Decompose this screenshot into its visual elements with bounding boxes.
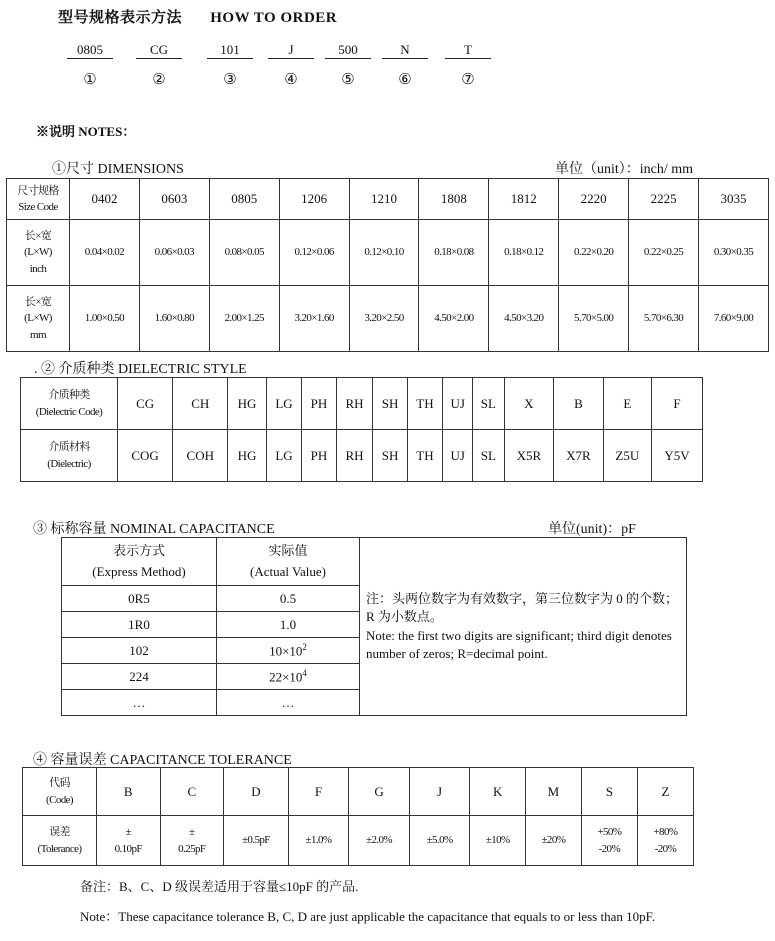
dim-label-line: 长×宽	[24, 229, 52, 242]
order-code-marker: ④	[284, 72, 298, 88]
dielectric-materials-cell: Z5U	[603, 430, 651, 482]
dim-mm-cell: 5.70×5.00	[559, 286, 629, 352]
order-code-part: T	[445, 42, 491, 59]
tolerance-value-line: +80%	[653, 826, 678, 838]
size-code-cell: 3035	[699, 179, 769, 220]
dielectric-codes-cell: B	[554, 378, 604, 430]
size-code-cell: 2220	[559, 179, 629, 220]
order-code-marker: ⑥	[398, 72, 412, 88]
tolerance-value-line: -20%	[598, 842, 621, 855]
dielectric-materials-cell: SH	[373, 430, 407, 482]
dim-mm-cell: 4.50×2.00	[419, 286, 489, 352]
tolerance-value-cell	[637, 816, 693, 866]
dielectric-codes-cell: CH	[173, 378, 228, 430]
tolerance-value-cell	[581, 816, 637, 866]
dim-inch-cell: 0.18×0.08	[419, 220, 489, 286]
dimensions-heading: ①尺寸 DIMENSIONS	[52, 162, 184, 177]
title-en: HOW TO ORDER	[210, 10, 338, 26]
dim-label-line: mm	[30, 328, 46, 341]
tolerance-value-cell	[160, 816, 224, 866]
tolerance-value-cell	[349, 816, 410, 866]
size-code-cell: 1210	[349, 179, 419, 220]
order-code-marker: ②	[152, 72, 166, 88]
actual-value-cell	[217, 638, 360, 664]
order-code-part: N	[382, 42, 428, 59]
tolerance-value-label-line: (Tolerance)	[37, 842, 82, 855]
dielectric-materials-cell: PH	[302, 430, 336, 482]
actual-value-cell	[217, 612, 360, 638]
actual-value-header	[217, 538, 360, 586]
express-method-header-line: (Express Method)	[92, 563, 186, 579]
dielectric-materials-cell: HG	[228, 430, 266, 482]
tolerance-value-label-line: 误差	[49, 826, 70, 838]
tolerance-value-line: 0.25pF	[178, 842, 206, 855]
actual-value-text: 0.5	[279, 590, 297, 606]
tolerance-code-label-line: 代码	[49, 777, 70, 789]
dielectric-codes-label	[21, 378, 118, 430]
dim-inch-cell: 0.22×0.20	[559, 220, 629, 286]
express-method-cell: 1R0	[62, 612, 217, 638]
dielectric-heading: . ② 介质种类 DIELECTRIC STYLE	[34, 362, 247, 377]
tolerance-code-cell: G	[349, 768, 410, 816]
footnote-cn: 备注：B、C、D 级误差适用于容量≤10pF 的产品.	[80, 879, 359, 894]
capacitance-note-en: Note: the first two digits are significant; third digit denotes number of zeros; R=decimal point.	[366, 627, 672, 661]
capacitance-note	[360, 538, 687, 716]
dim-mm-cell: 1.60×0.80	[139, 286, 209, 352]
tolerance-value-line: ±5.0%	[426, 834, 453, 847]
tolerance-code-cell: K	[470, 768, 526, 816]
tolerance-value-line: +50%	[597, 826, 622, 838]
order-code-part: CG	[136, 42, 182, 59]
size-code-cell: 1206	[279, 179, 349, 220]
dim-mm-cell: 3.20×1.60	[279, 286, 349, 352]
dim-inch-cell: 0.12×0.10	[349, 220, 419, 286]
tolerance-value-line: -20%	[654, 842, 677, 855]
actual-value-header-line: 实际值	[268, 542, 308, 558]
actual-value-text: 22×10	[269, 669, 303, 685]
tolerance-value-line: ±10%	[485, 834, 510, 847]
tolerance-code-label	[23, 768, 97, 816]
tolerance-code-cell: C	[160, 768, 224, 816]
actual-value-text: …	[281, 694, 295, 710]
dim-inch-cell: 0.18×0.12	[489, 220, 559, 286]
order-code-part: J	[268, 42, 314, 59]
size-code-label	[7, 179, 70, 220]
express-method-cell: 102	[62, 638, 217, 664]
dim-mm-cell: 7.60×9.00	[699, 286, 769, 352]
dielectric-codes-cell: UJ	[443, 378, 473, 430]
title-cn: 型号规格表示方法	[58, 10, 183, 26]
order-code-part: 0805	[67, 42, 113, 59]
dielectric-codes-cell: PH	[302, 378, 336, 430]
order-code-marker: ⑦	[461, 72, 475, 88]
dim-inch-cell: 0.22×0.25	[629, 220, 699, 286]
dim-inch-cell: 0.30×0.35	[699, 220, 769, 286]
dim-mm-cell: 1.00×0.50	[70, 286, 140, 352]
tolerance-value-line: ±20%	[541, 834, 566, 847]
dim-mm-cell: 4.50×3.20	[489, 286, 559, 352]
dielectric-materials-cell: RH	[336, 430, 373, 482]
tolerance-code-cell: F	[288, 768, 349, 816]
dielectric-materials-cell: TH	[407, 430, 443, 482]
dielectric-codes-cell: SL	[473, 378, 504, 430]
dielectric-codes-cell: E	[603, 378, 651, 430]
tolerance-value-line: ±0.5pF	[241, 834, 270, 847]
dielectric-label-line: 介质材料	[48, 441, 90, 453]
dimensions-unit: 单位（unit）：inch/ mm	[555, 162, 694, 177]
tolerance-value-cell	[409, 816, 470, 866]
dim-inch-cell: 0.08×0.05	[209, 220, 279, 286]
dielectric-codes-cell: F	[651, 378, 702, 430]
actual-value-exponent: 2	[302, 642, 307, 653]
capacitance-unit: 单位(unit)：pF	[548, 522, 636, 537]
dielectric-table	[20, 377, 703, 482]
tolerance-value-cell	[288, 816, 349, 866]
dim-label-line: 长×宽	[24, 295, 52, 308]
actual-value-text: 10×10	[269, 643, 303, 659]
size-code-cell: 0402	[70, 179, 140, 220]
size-code-label-line: Size Code	[18, 201, 58, 213]
size-code-cell: 0805	[209, 179, 279, 220]
dim-label-line: (L×W)	[24, 312, 52, 325]
actual-value-cell	[217, 664, 360, 690]
dim-label-line: (L×W)	[24, 246, 52, 259]
tolerance-value-line: ±	[189, 826, 195, 838]
capacitance-heading: ③ 标称容量 NOMINAL CAPACITANCE	[33, 522, 275, 537]
dielectric-codes-cell: TH	[407, 378, 443, 430]
dim-inch-cell: 0.12×0.06	[279, 220, 349, 286]
size-code-cell: 1812	[489, 179, 559, 220]
dielectric-codes-cell: LG	[266, 378, 302, 430]
size-code-cell: 1808	[419, 179, 489, 220]
dielectric-materials-cell: COH	[173, 430, 228, 482]
tolerance-heading: ④ 容量误差 CAPACITANCE TOLERANCE	[33, 753, 292, 768]
page-title	[58, 6, 337, 27]
notes-heading: ※说明 NOTES：	[36, 124, 136, 139]
dielectric-materials-cell: LG	[266, 430, 302, 482]
size-code-label-line: 尺寸规格	[17, 184, 59, 197]
tolerance-value-line: ±	[125, 826, 131, 838]
dielectric-label-line: (Dielectric)	[47, 457, 91, 470]
tolerance-code-cell: M	[526, 768, 582, 816]
dim-inch-cell: 0.06×0.03	[139, 220, 209, 286]
dielectric-codes-cell: CG	[118, 378, 173, 430]
dielectric-materials-cell: X7R	[554, 430, 604, 482]
express-method-header-line: 表示方式	[112, 542, 165, 558]
footnote-en: Note：These capacitance tolerance B, C, D are just applicable the capacitance that equals to or less than 10pF.	[80, 909, 656, 924]
tolerance-value-line: 0.10pF	[114, 842, 142, 855]
tolerance-value-line: ±1.0%	[305, 834, 332, 847]
dielectric-label-line: 介质种类	[48, 389, 90, 401]
tolerance-code-cell: D	[224, 768, 289, 816]
actual-value-cell	[217, 690, 360, 716]
tolerance-value-cell	[224, 816, 289, 866]
order-code-part: 101	[207, 42, 253, 59]
size-code-cell: 0603	[139, 179, 209, 220]
dim-inch-cell: 0.04×0.02	[70, 220, 140, 286]
dielectric-label-line: (Dielectric Code)	[35, 405, 103, 418]
dim-mm-label	[7, 286, 70, 352]
tolerance-code-cell: S	[581, 768, 637, 816]
order-code-marker: ⑤	[341, 72, 355, 88]
dim-mm-cell: 5.70×6.30	[629, 286, 699, 352]
tolerance-value-cell	[97, 816, 161, 866]
dielectric-materials-cell: X5R	[504, 430, 554, 482]
actual-value-text: 1.0	[279, 616, 297, 632]
dielectric-materials-cell: COG	[118, 430, 173, 482]
dielectric-materials-cell: UJ	[443, 430, 473, 482]
express-method-header	[62, 538, 217, 586]
dielectric-codes-cell: SH	[373, 378, 407, 430]
tolerance-code-cell: J	[409, 768, 470, 816]
dimensions-table	[6, 178, 769, 352]
dim-mm-cell: 3.20×2.50	[349, 286, 419, 352]
express-method-cell: 224	[62, 664, 217, 690]
tolerance-code-cell: B	[97, 768, 161, 816]
actual-value-exponent: 4	[302, 668, 307, 679]
dielectric-codes-cell: X	[504, 378, 554, 430]
tolerance-value-cell	[470, 816, 526, 866]
dim-label-line: inch	[29, 262, 47, 275]
tolerance-table	[22, 767, 694, 866]
order-code-marker: ①	[83, 72, 97, 88]
order-code-marker: ③	[223, 72, 237, 88]
dim-mm-cell: 2.00×1.25	[209, 286, 279, 352]
actual-value-header-line: (Actual Value)	[250, 563, 326, 579]
size-code-cell: 2225	[629, 179, 699, 220]
order-code-part: 500	[325, 42, 371, 59]
dielectric-materials-cell: SL	[473, 430, 504, 482]
tolerance-value-label	[23, 816, 97, 866]
tolerance-value-cell	[526, 816, 582, 866]
actual-value-cell	[217, 586, 360, 612]
dim-inch-label	[7, 220, 70, 286]
tolerance-code-cell: Z	[637, 768, 693, 816]
tolerance-value-line: ±2.0%	[366, 834, 392, 847]
capacitance-note-cn: 注：头两位数字为有效数字，第三位数字为 0 的个数；R 为小数点。	[366, 590, 679, 625]
dielectric-materials-label	[21, 430, 118, 482]
dielectric-codes-cell: HG	[228, 378, 266, 430]
express-method-cell: 0R5	[62, 586, 217, 612]
dielectric-materials-cell: Y5V	[651, 430, 702, 482]
dielectric-codes-cell: RH	[336, 378, 373, 430]
tolerance-code-label-line: (Code)	[46, 793, 73, 806]
capacitance-table	[61, 537, 687, 716]
express-method-cell: …	[62, 690, 217, 716]
